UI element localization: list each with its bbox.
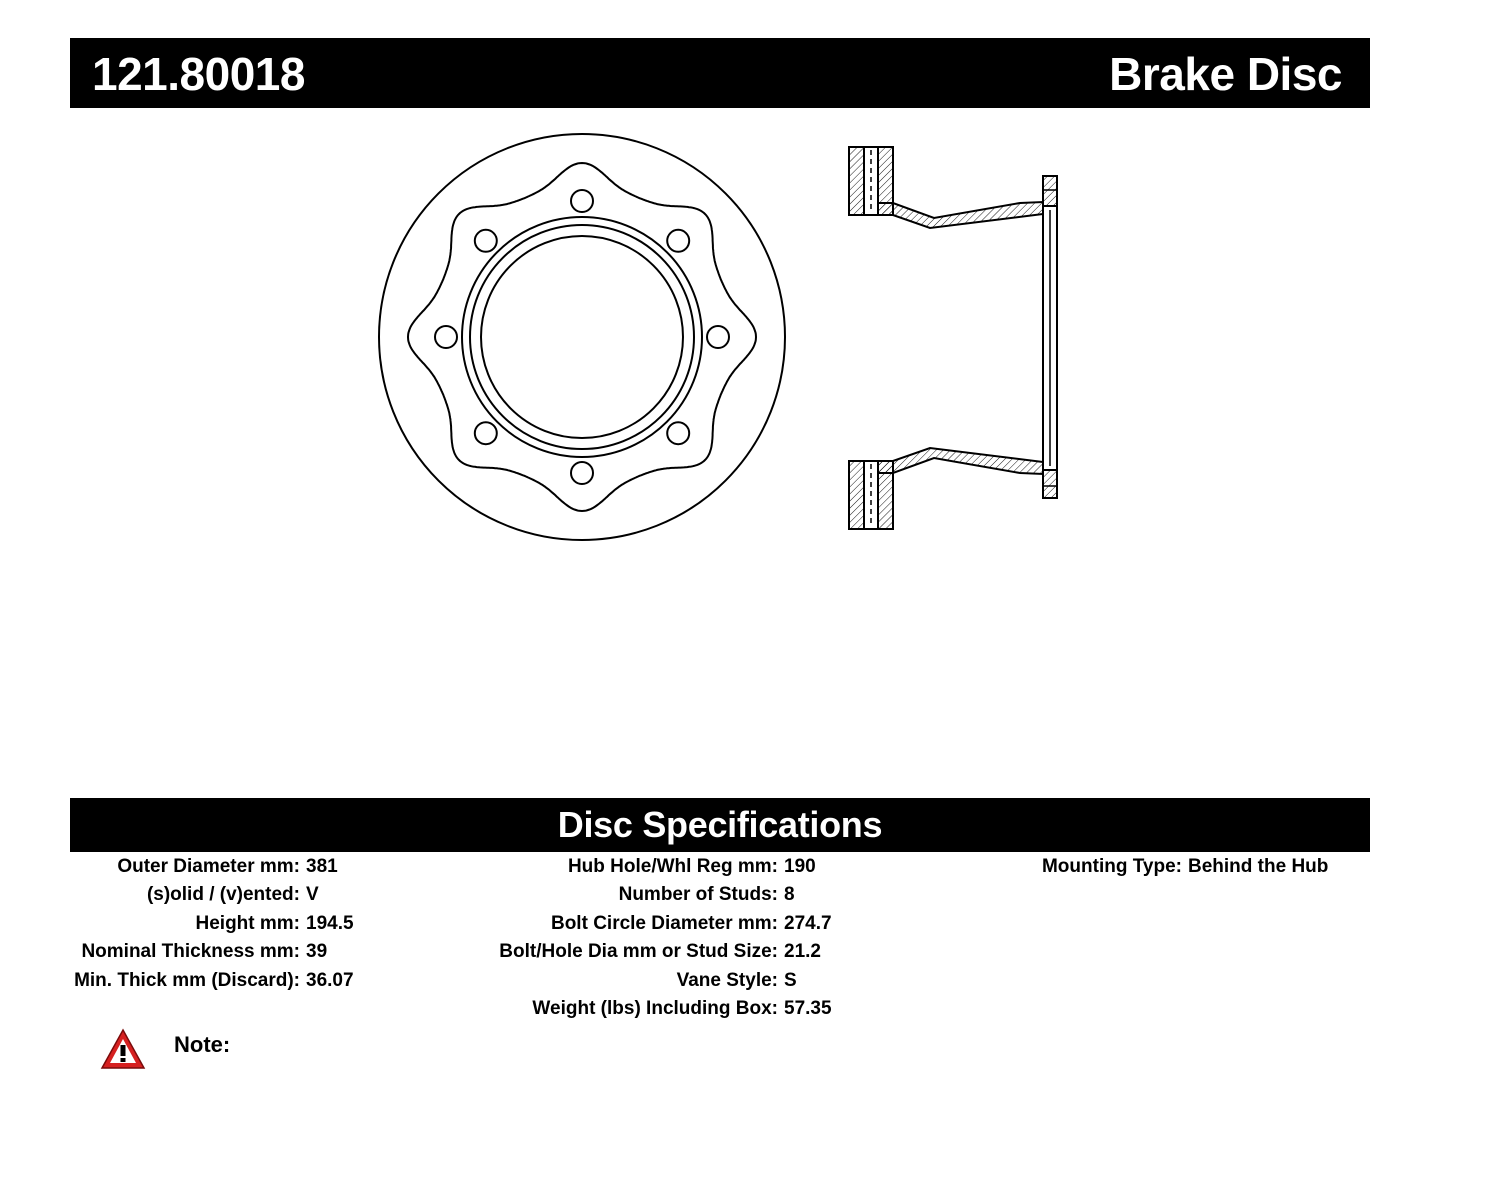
stud-hole bbox=[475, 230, 497, 252]
note bbox=[100, 1028, 231, 1075]
stud-hole bbox=[571, 190, 593, 212]
spec-row bbox=[0, 884, 795, 912]
stud-hole bbox=[707, 326, 729, 348]
specs-header-bar bbox=[70, 798, 1370, 852]
spec-value: V bbox=[306, 884, 319, 906]
spec-row bbox=[0, 856, 1329, 884]
spec-row bbox=[0, 912, 832, 941]
stud-hole bbox=[435, 326, 457, 348]
hub-hole bbox=[481, 236, 683, 438]
spec-label: Min. Thick mm (Discard): bbox=[74, 969, 300, 991]
spec-value: S bbox=[784, 969, 797, 991]
hub-ring-outer bbox=[462, 217, 702, 457]
spec-value: 57.35 bbox=[784, 997, 832, 1019]
spec-row bbox=[0, 941, 821, 969]
spec-label: Weight (lbs) Including Box: bbox=[532, 997, 778, 1019]
spec-label: Bolt Circle Diameter mm: bbox=[550, 912, 778, 934]
spec-label: Outer Diameter mm: bbox=[117, 856, 300, 877]
spec-label: Vane Style: bbox=[676, 969, 778, 991]
spec-label: Hub Hole/Whl Reg mm: bbox=[567, 856, 778, 877]
spec-label: Nominal Thickness mm: bbox=[81, 941, 300, 963]
warning-icon bbox=[100, 1028, 146, 1070]
disc-side-view bbox=[849, 147, 1057, 529]
spec-value: Behind the Hub bbox=[1188, 856, 1329, 877]
spec-label: Mounting Type: bbox=[1041, 856, 1182, 877]
bolt-flange bbox=[408, 163, 756, 511]
spec-label: Height mm: bbox=[195, 912, 300, 934]
spec-label: Number of Studs: bbox=[618, 884, 778, 906]
stud-hole bbox=[667, 230, 689, 252]
spec-value: 194.5 bbox=[306, 912, 354, 934]
spec-label: Bolt/Hole Dia mm or Stud Size: bbox=[499, 941, 778, 963]
stud-hole bbox=[571, 462, 593, 484]
hub-ring-inner bbox=[470, 225, 694, 449]
specs-title: Disc Specifications bbox=[557, 804, 883, 845]
outer-rim bbox=[379, 134, 785, 540]
spec-row bbox=[0, 997, 832, 1026]
stud-hole bbox=[475, 422, 497, 444]
spec-value: 39 bbox=[306, 941, 328, 963]
stud-holes bbox=[435, 190, 729, 484]
document-type: Brake Disc bbox=[1109, 48, 1342, 100]
disc-front-view bbox=[379, 134, 785, 540]
spec-value: 21.2 bbox=[784, 941, 821, 963]
spec-value: 381 bbox=[306, 856, 338, 877]
spec-value: 36.07 bbox=[306, 969, 354, 991]
spec-value: 274.7 bbox=[784, 912, 832, 934]
part-number: 121.80018 bbox=[92, 48, 305, 100]
spec-row bbox=[0, 969, 797, 998]
spec-value: 8 bbox=[784, 884, 795, 906]
note-label: Note: bbox=[174, 1032, 231, 1057]
stud-hole bbox=[667, 422, 689, 444]
spec-value: 190 bbox=[784, 856, 816, 877]
specs-column-right bbox=[0, 856, 1329, 884]
spec-label: (s)olid / (v)ented: bbox=[146, 884, 300, 906]
